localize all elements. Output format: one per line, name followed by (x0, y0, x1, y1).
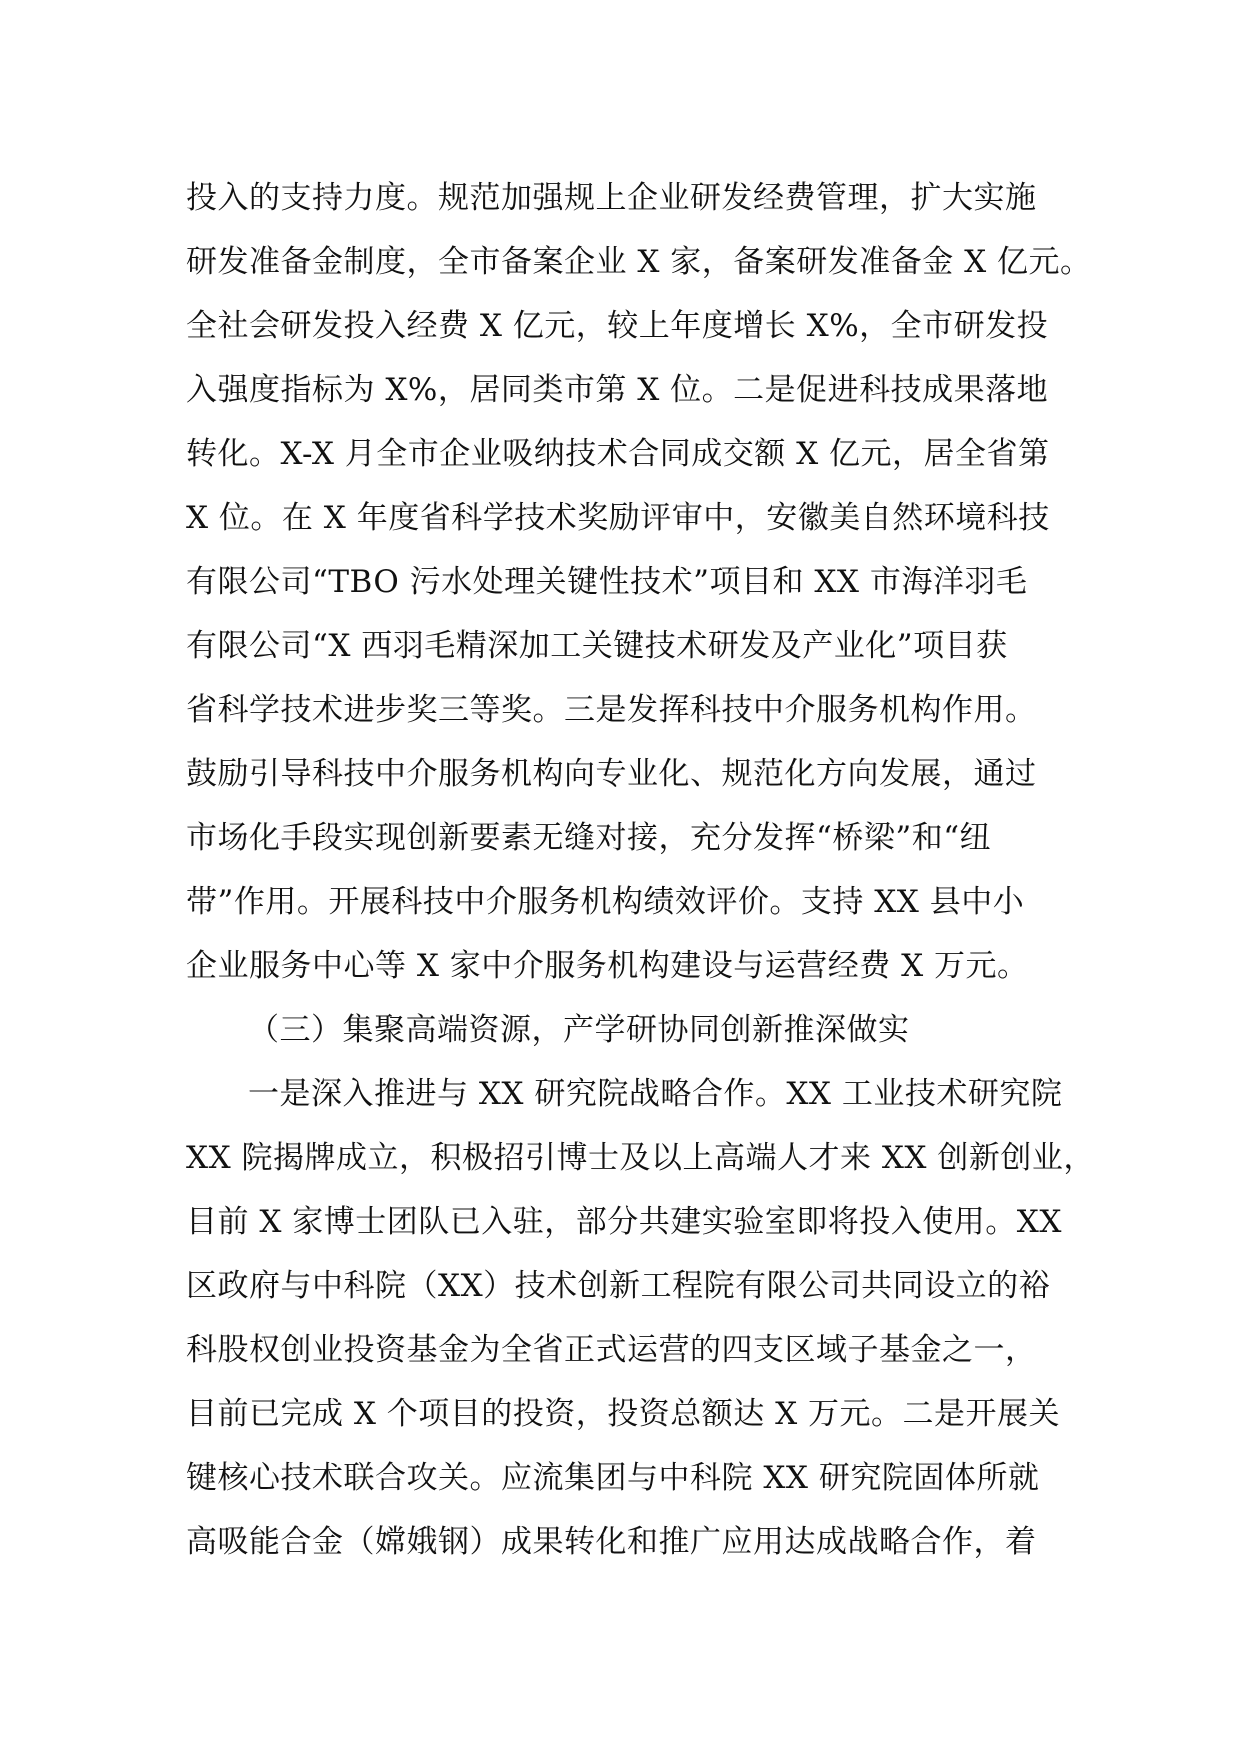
paragraph-line-7: 有限公司“TBO 污水处理关键性技术”项目和 XX 市海洋羽毛 (186, 564, 1028, 600)
paragraph-line-1: 投入的支持力度。规范加强规上企业研发经费管理，扩大实施 (186, 180, 1037, 216)
paragraph-line-20: 目前已完成 X 个项目的投资，投资总额达 X 万元。二是开展关 (186, 1396, 1061, 1432)
document-body (186, 166, 1095, 1574)
paragraph-line-8: 有限公司“X 西羽毛精深加工关键技术研发及产业化”项目获 (186, 628, 1008, 664)
paragraph-line-4: 入强度指标为 X%，居同类市第 X 位。二是促进科技成果落地 (186, 372, 1049, 408)
paragraph-line-21: 键核心技术联合攻关。应流集团与中科院 XX 研究院固体所就 (186, 1460, 1040, 1496)
section-heading: （三）集聚高端资源，产学研协同创新推深做实 (248, 1012, 910, 1048)
paragraph-line-2: 研发准备金制度，全市备案企业 X 家，备案研发准备金 X 亿元。 (186, 244, 1092, 280)
paragraph-line-9: 省科学技术进步奖三等奖。三是发挥科技中介服务机构作用。 (186, 692, 1037, 728)
paragraph-line-3: 全社会研发投入经费 X 亿元，较上年度增长 X%，全市研发投 (186, 308, 1049, 344)
paragraph-line-11: 市场化手段实现创新要素无缝对接，充分发挥“桥梁”和“纽 (186, 820, 992, 856)
paragraph-line-18: 区政府与中科院（XX）技术创新工程院有限公司共同设立的裕 (186, 1268, 1051, 1304)
paragraph-line-17: 目前 X 家博士团队已入驻，部分共建实验室即将投入使用。XX (186, 1204, 1062, 1240)
paragraph-line-13: 企业服务中心等 X 家中介服务机构建设与运营经费 X 万元。 (186, 948, 1029, 984)
paragraph-line-6: X 位。在 X 年度省科学技术奖励评审中，安徽美自然环境科技 (186, 500, 1050, 536)
paragraph-line-12: 带”作用。开展科技中介服务机构绩效评价。支持 XX 县中小 (186, 884, 1025, 920)
paragraph-line-5: 转化。X-X 月全市企业吸纳技术合同成交额 X 亿元，居全省第 (186, 436, 1050, 472)
paragraph-line-19: 科股权创业投资基金为全省正式运营的四支区域子基金之一， (186, 1332, 1037, 1368)
paragraph-line-10: 鼓励引导科技中介服务机构向专业化、规范化方向发展，通过 (186, 756, 1037, 792)
paragraph-line-22: 高吸能合金（嫦娥钢）成果转化和推广应用达成战略合作，着 (186, 1524, 1037, 1560)
paragraph-line-15: 一是深入推进与 XX 研究院战略合作。XX 工业技术研究院 (248, 1076, 1063, 1112)
paragraph-line-16: XX 院揭牌成立，积极招引博士及以上高端人才来 XX 创新创业， (186, 1140, 1095, 1176)
